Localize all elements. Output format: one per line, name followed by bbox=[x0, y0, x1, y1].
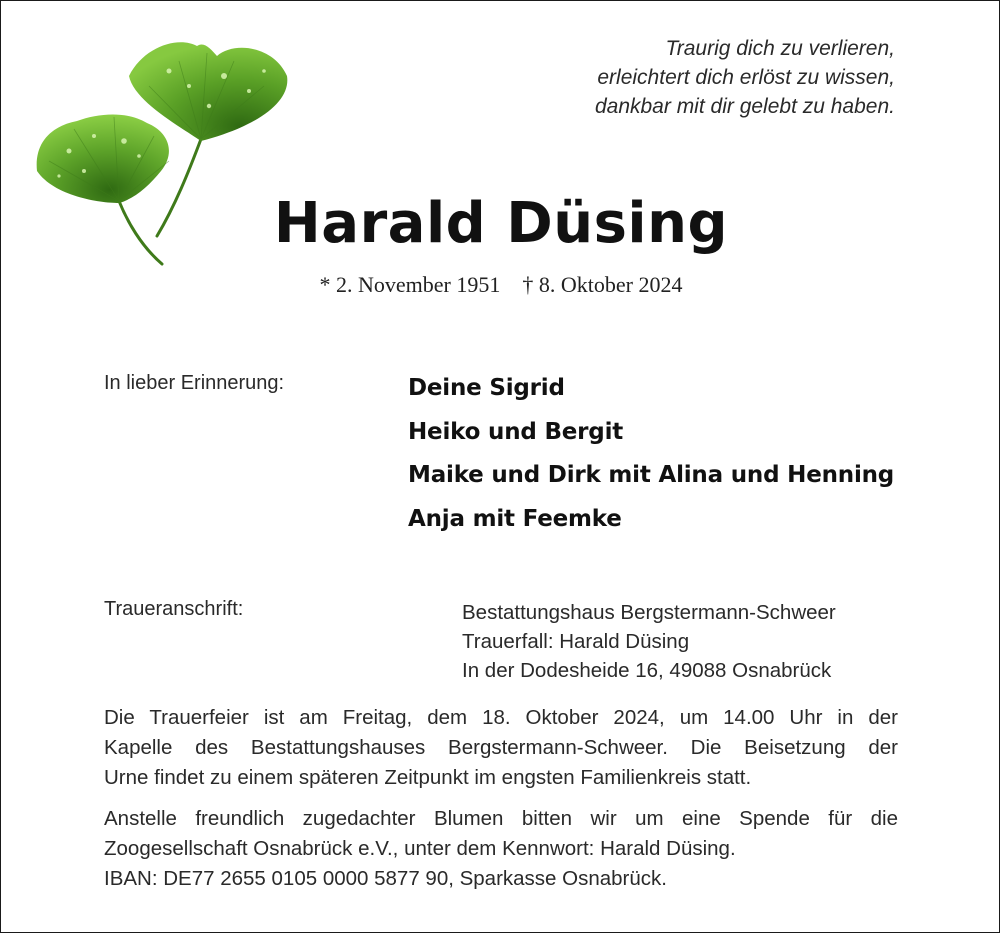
mourner-entry: Deine Sigrid bbox=[408, 375, 565, 401]
donation-info-line: Anstelle freundlich zugedachter Blumen bitten wir um eine Spende für die bbox=[104, 807, 898, 830]
mourning-address bbox=[462, 598, 836, 685]
donation-info bbox=[104, 804, 898, 894]
address-line: In der Dodesheide 16, 49088 Osnabrück bbox=[462, 659, 832, 682]
mourner-entry: Heiko und Bergit bbox=[408, 418, 624, 445]
death-date: † 8. Oktober 2024 bbox=[522, 272, 683, 297]
funeral-info-line: Urne findet zu einem späteren Zeitpunkt im engsten Familienkreis statt. bbox=[104, 766, 752, 789]
address-line: Bestattungshaus Bergstermann-Schweer bbox=[462, 601, 836, 624]
funeral-info-line: Die Trauerfeier ist am Freitag, dem 18. Oktober 2024, um 14.00 Uhr in der bbox=[104, 706, 898, 729]
donation-info-line: Zoogesellschaft Osnabrück e.V., unter dem Kennwort: Harald Düsing. bbox=[104, 837, 736, 860]
remembrance-label: In lieber Erinnerung: bbox=[104, 372, 285, 394]
motto-line: dankbar mit dir gelebt zu haben. bbox=[594, 95, 895, 118]
funeral-info-line: Kapelle des Bestattungshauses Bergstermann-Schweer. Die Beisetzung der bbox=[104, 736, 898, 759]
life-dates bbox=[1, 272, 1000, 298]
donation-info-line: IBAN: DE77 2655 0105 0000 5877 90, Sparkasse Osnabrück. bbox=[104, 867, 667, 890]
mourner-entry: Maike und Dirk mit Alina und Henning bbox=[408, 462, 895, 488]
birth-date: * 2. November 1951 bbox=[319, 272, 501, 297]
address-line: Trauerfall: Harald Düsing bbox=[462, 630, 690, 653]
motto-line: erleichtert dich erlöst zu wissen, bbox=[597, 66, 895, 89]
mourners-list bbox=[408, 367, 894, 541]
address-label: Traueranschrift: bbox=[104, 598, 244, 620]
deceased-name: Harald Düsing bbox=[273, 191, 729, 256]
motto bbox=[475, 34, 895, 121]
motto-line: Traurig dich zu verlieren, bbox=[665, 37, 895, 60]
funeral-info bbox=[104, 703, 898, 793]
mourner-entry: Anja mit Feemke bbox=[408, 505, 622, 532]
